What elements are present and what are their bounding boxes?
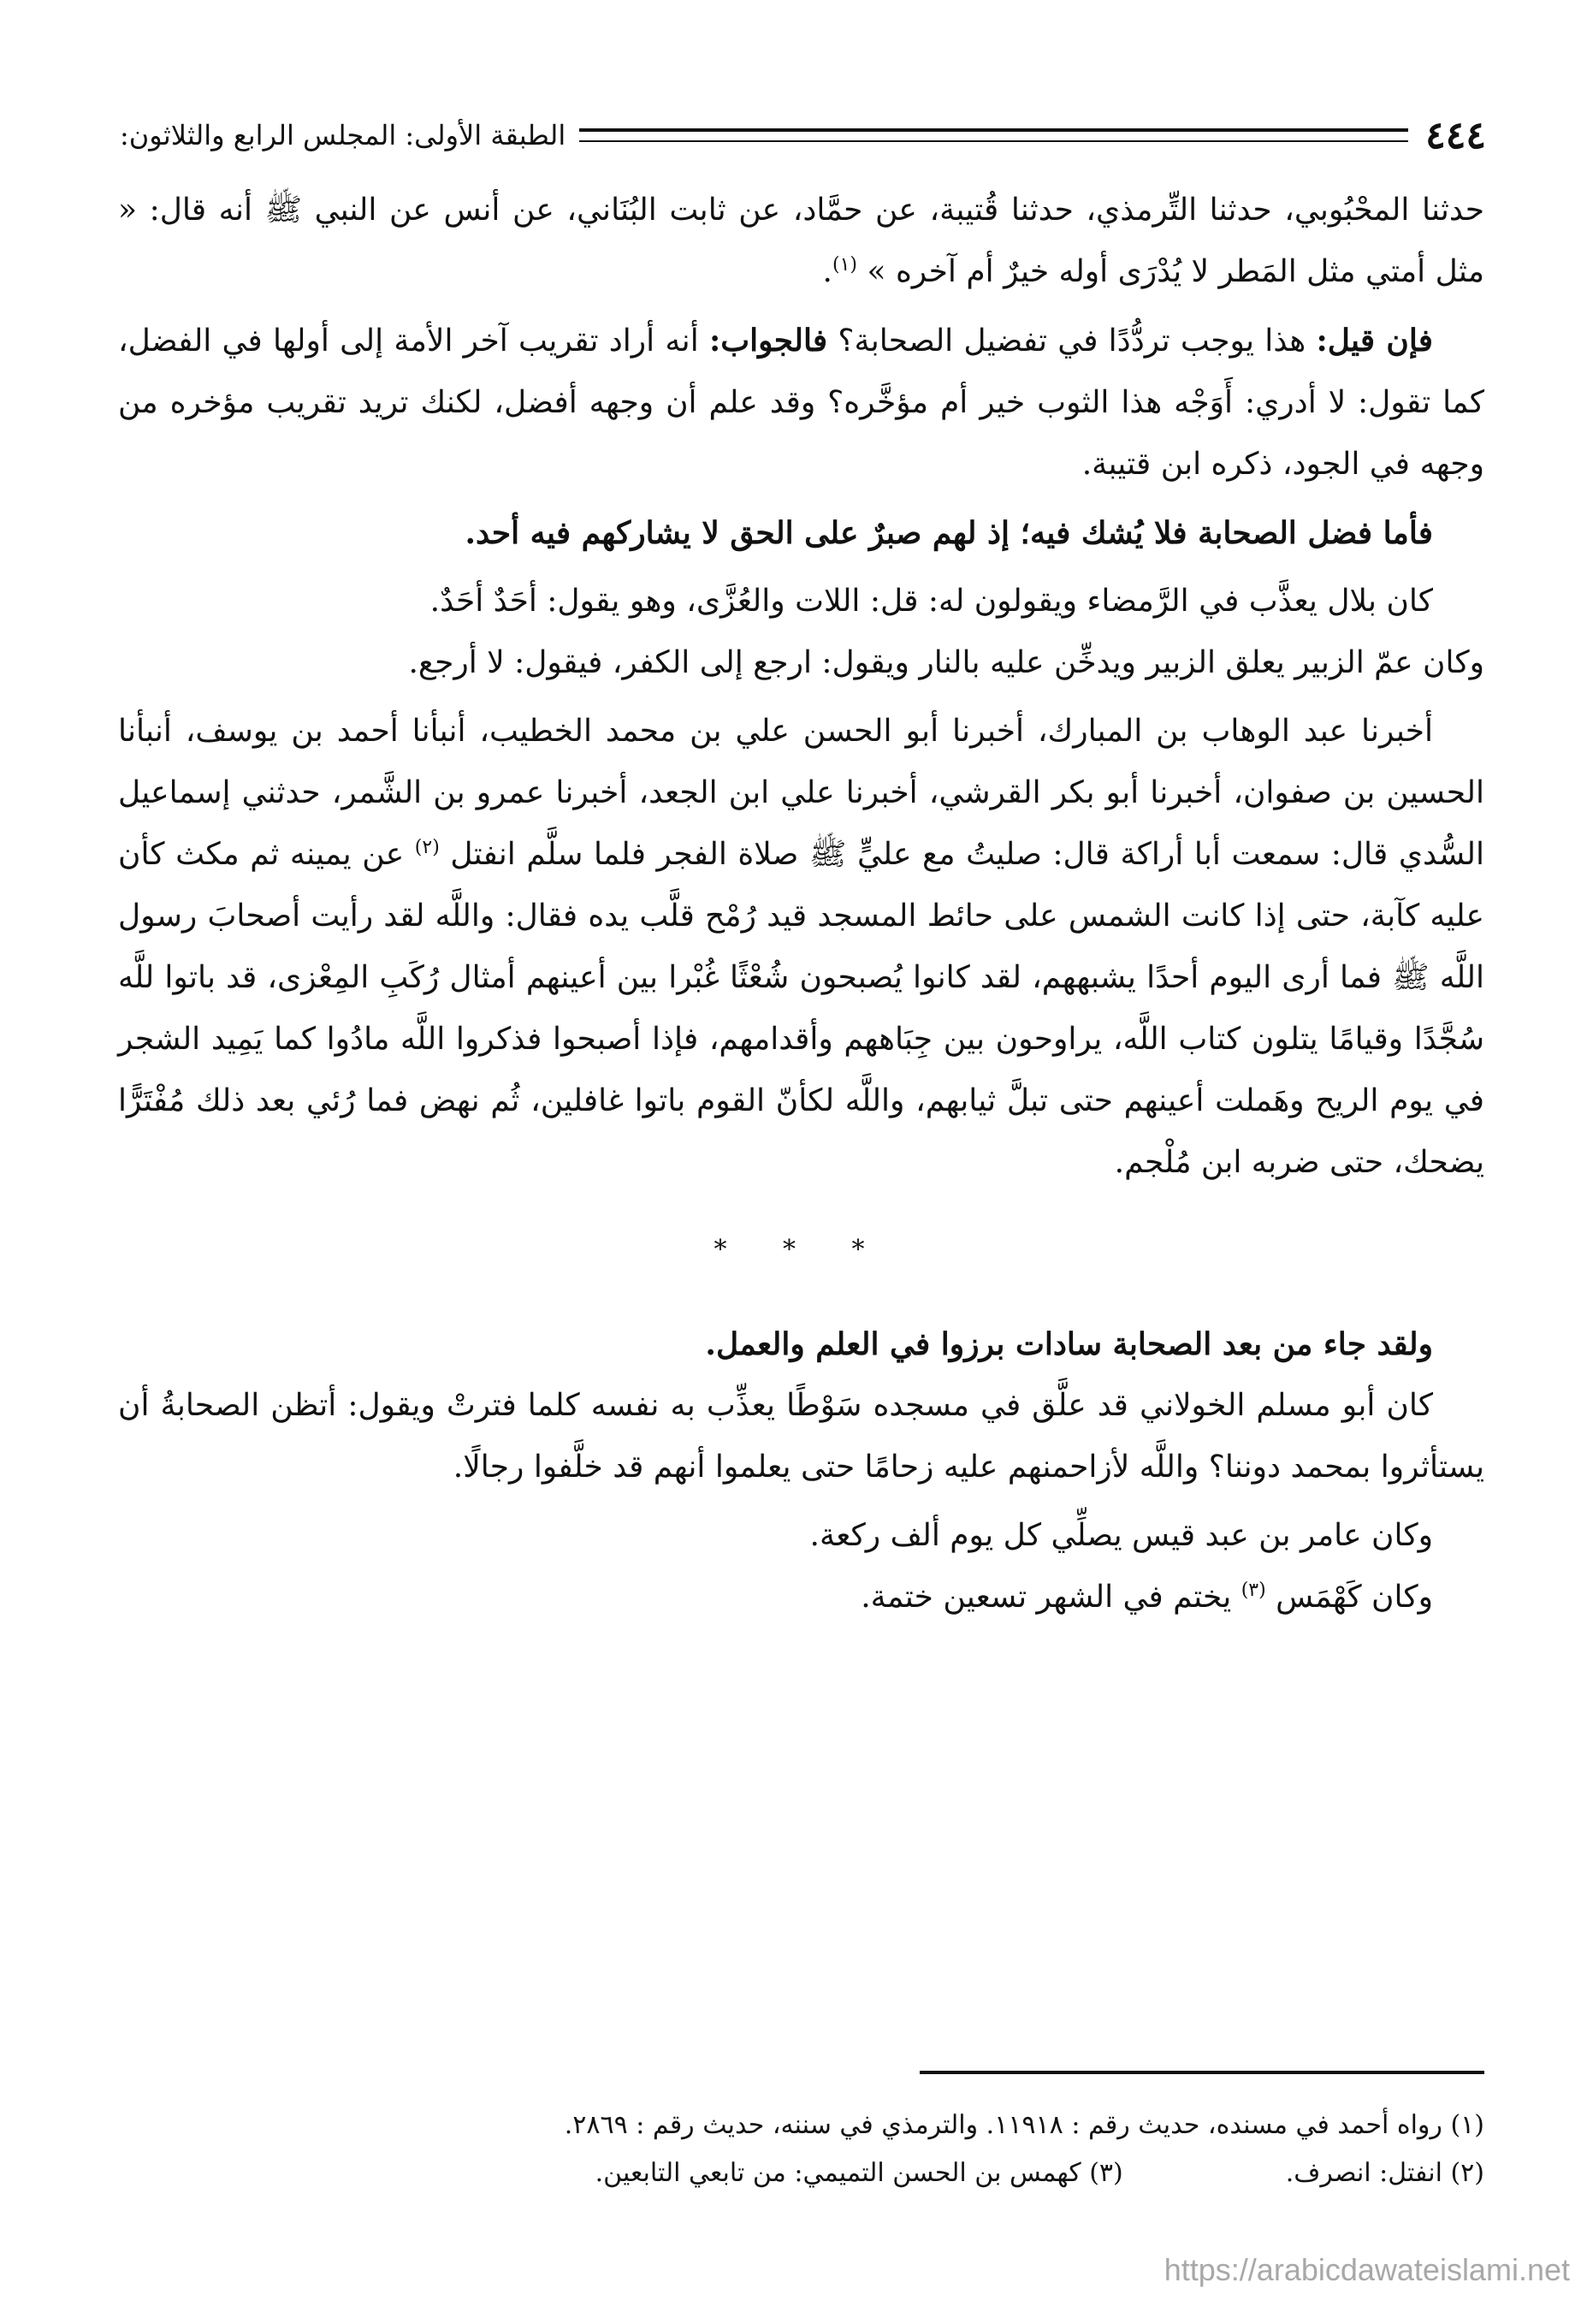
paragraph-hadith [118, 180, 1484, 303]
header-double-rule [579, 128, 1408, 142]
paragraph-question-answer [118, 310, 1484, 495]
kahmas-text-a: وكان كَهْمَس [1276, 1580, 1433, 1615]
footnote-ref-3[interactable]: (٣) [1241, 1580, 1266, 1601]
question-label: فإن قيل: [1316, 323, 1434, 359]
paragraph-virtue-heading: فأما فضل الصحابة فلا يُشك فيه؛ إذ لهم صبرٌ على الحق لا يشاركهم فيه أحد. [465, 515, 1433, 551]
paragraph-kahmas [118, 1567, 1484, 1628]
period: . [822, 254, 832, 289]
narration-text-b: عن يمينه ثم مكث كأن عليه كآبة، حتى إذا كانت الشمس على حائط المسجد قيد رُمْح قلَّب يده فقال: واللَّه لقد رأيت أصحابَ رسول اللَّه ﷺ فما أرى اليوم أحدًا يشبههم، لقد كانوا يُصبحون شُعْثًا غُبْرا بين أعينهم أمثال رُكَبِ المِعْزى، قد باتوا للَّه سُجَّدًا وقيامًا يتلون كتاب اللَّه، يراوحون بين جِبَاههم وأقدامهم، فإذا أصبحوا فذكروا اللَّه مادُوا كما يَمِيد الشجر في يوم الريح وهَملت أعينهم حتى تبلَّ ثيابهم، واللَّه لكأنّ القوم باتوا غافلين، ثُم نهض فما رُئي بعد ذلك مُفْتَرًّا يضحك، حتى ضربه ابن مُلْجم. [118, 837, 1484, 1180]
main-text [118, 180, 1484, 1628]
running-head: الطبقة الأولى: المجلس الرابع والثلاثون: [120, 119, 566, 151]
answer-label: فالجواب: [708, 323, 828, 359]
hadith-text: حدثنا المحْبُوبي، حدثنا التِّرمذي، حدثنا قُتيبة، عن حمَّاد، عن ثابت البُنَاني، عن أنس عن النبي ﷺ أنه قال: « مثل أمتي مثل المَطر لا يُدْرَى أوله خيرٌ أم آخره » [118, 193, 1484, 289]
answer-text: أنه أراد تقريب آخر الأمة إلى أولها في الفضل، كما تقول: لا أدري: أَوَجْه هذا الثوب خير أم مؤخَّره؟ وقد علم أن وجهه أفضل، لكنك تريد تقريب مؤخره من وجهه في الجود، ذكره ابن قتيبة. [118, 323, 1484, 482]
page-number: ٤٤٤ [1425, 113, 1486, 157]
footnote-ref-2[interactable]: (٢) [414, 837, 440, 858]
footnote-ref-1[interactable]: (١) [832, 254, 858, 276]
paragraph-successors-heading: ولقد جاء من بعد الصحابة سادات برزوا في العلم والعمل. [705, 1326, 1433, 1362]
narration-text-a: أخبرنا عبد الوهاب بن المبارك، أخبرنا أبو الحسن علي بن محمد الخطيب، أنبأنا أحمد بن يوسف، أنبأنا الحسين بن صفوان، أخبرنا أبو بكر القرشي، أخبرنا علي ابن الجعد، أخبرنا عمرو بن الشَّمر، حدثني إسماعيل السُّدي قال: سمعت أبا أراكة قال: صليتُ مع عليٍّ ﷺ صلاة الفجر فلما سلَّم انفتل [118, 714, 1484, 872]
watermark-url: https://arabicdawateislami.net [1164, 2252, 1570, 2287]
footnotes [128, 2102, 1484, 2197]
question-text: هذا يوجب تردُّدًا في تفضيل الصحابة؟ [827, 323, 1317, 359]
footnote-row-2-3 [128, 2149, 1484, 2197]
section-separator: * * * [714, 1235, 889, 1265]
page-header [120, 110, 1486, 161]
paragraph-amir: وكان عامر بن عبد قيس يصلِّي كل يوم ألف ركعة. [809, 1518, 1433, 1553]
paragraph-ali-narration [118, 701, 1484, 1194]
paragraph-abu-muslim: كان أبو مسلم الخولاني قد علَّق في مسجده سَوْطًا يعذِّب به نفسه كلما فترتْ ويقول: أتظن الصحابةُ أن يستأثروا بمحمد دوننا؟ واللَّه لأزاحمنهم عليه زحامًا حتى يعلموا أنهم قد خلَّفوا رجالًا. [118, 1388, 1484, 1485]
footnote-3: (٣) كهمس بن الحسن التميمي: من تابعي التابعين. [595, 2158, 1123, 2188]
kahmas-text-b: يختم في الشهر تسعين ختمة. [861, 1580, 1241, 1615]
footnote-1: (١) رواه أحمد في مسنده، حديث رقم : ١١٩١٨. والترمذي في سننه، حديث رقم : ٢٨٦٩. [564, 2110, 1484, 2140]
paragraph-bilal: كان بلال يعذَّب في الرَّمضاء ويقولون له: قل: اللات والعُزَّى، وهو يقول: أحَدٌ أحَدٌ. [429, 584, 1433, 619]
footnote-2: (٢) انفتل: انصرف. [1285, 2158, 1484, 2188]
paragraph-zubair: وكان عمّ الزبير يعلق الزبير ويدخِّن عليه بالنار ويقول: ارجع إلى الكفر، فيقول: لا أرجع. [408, 645, 1484, 680]
footnote-rule [920, 2071, 1484, 2074]
